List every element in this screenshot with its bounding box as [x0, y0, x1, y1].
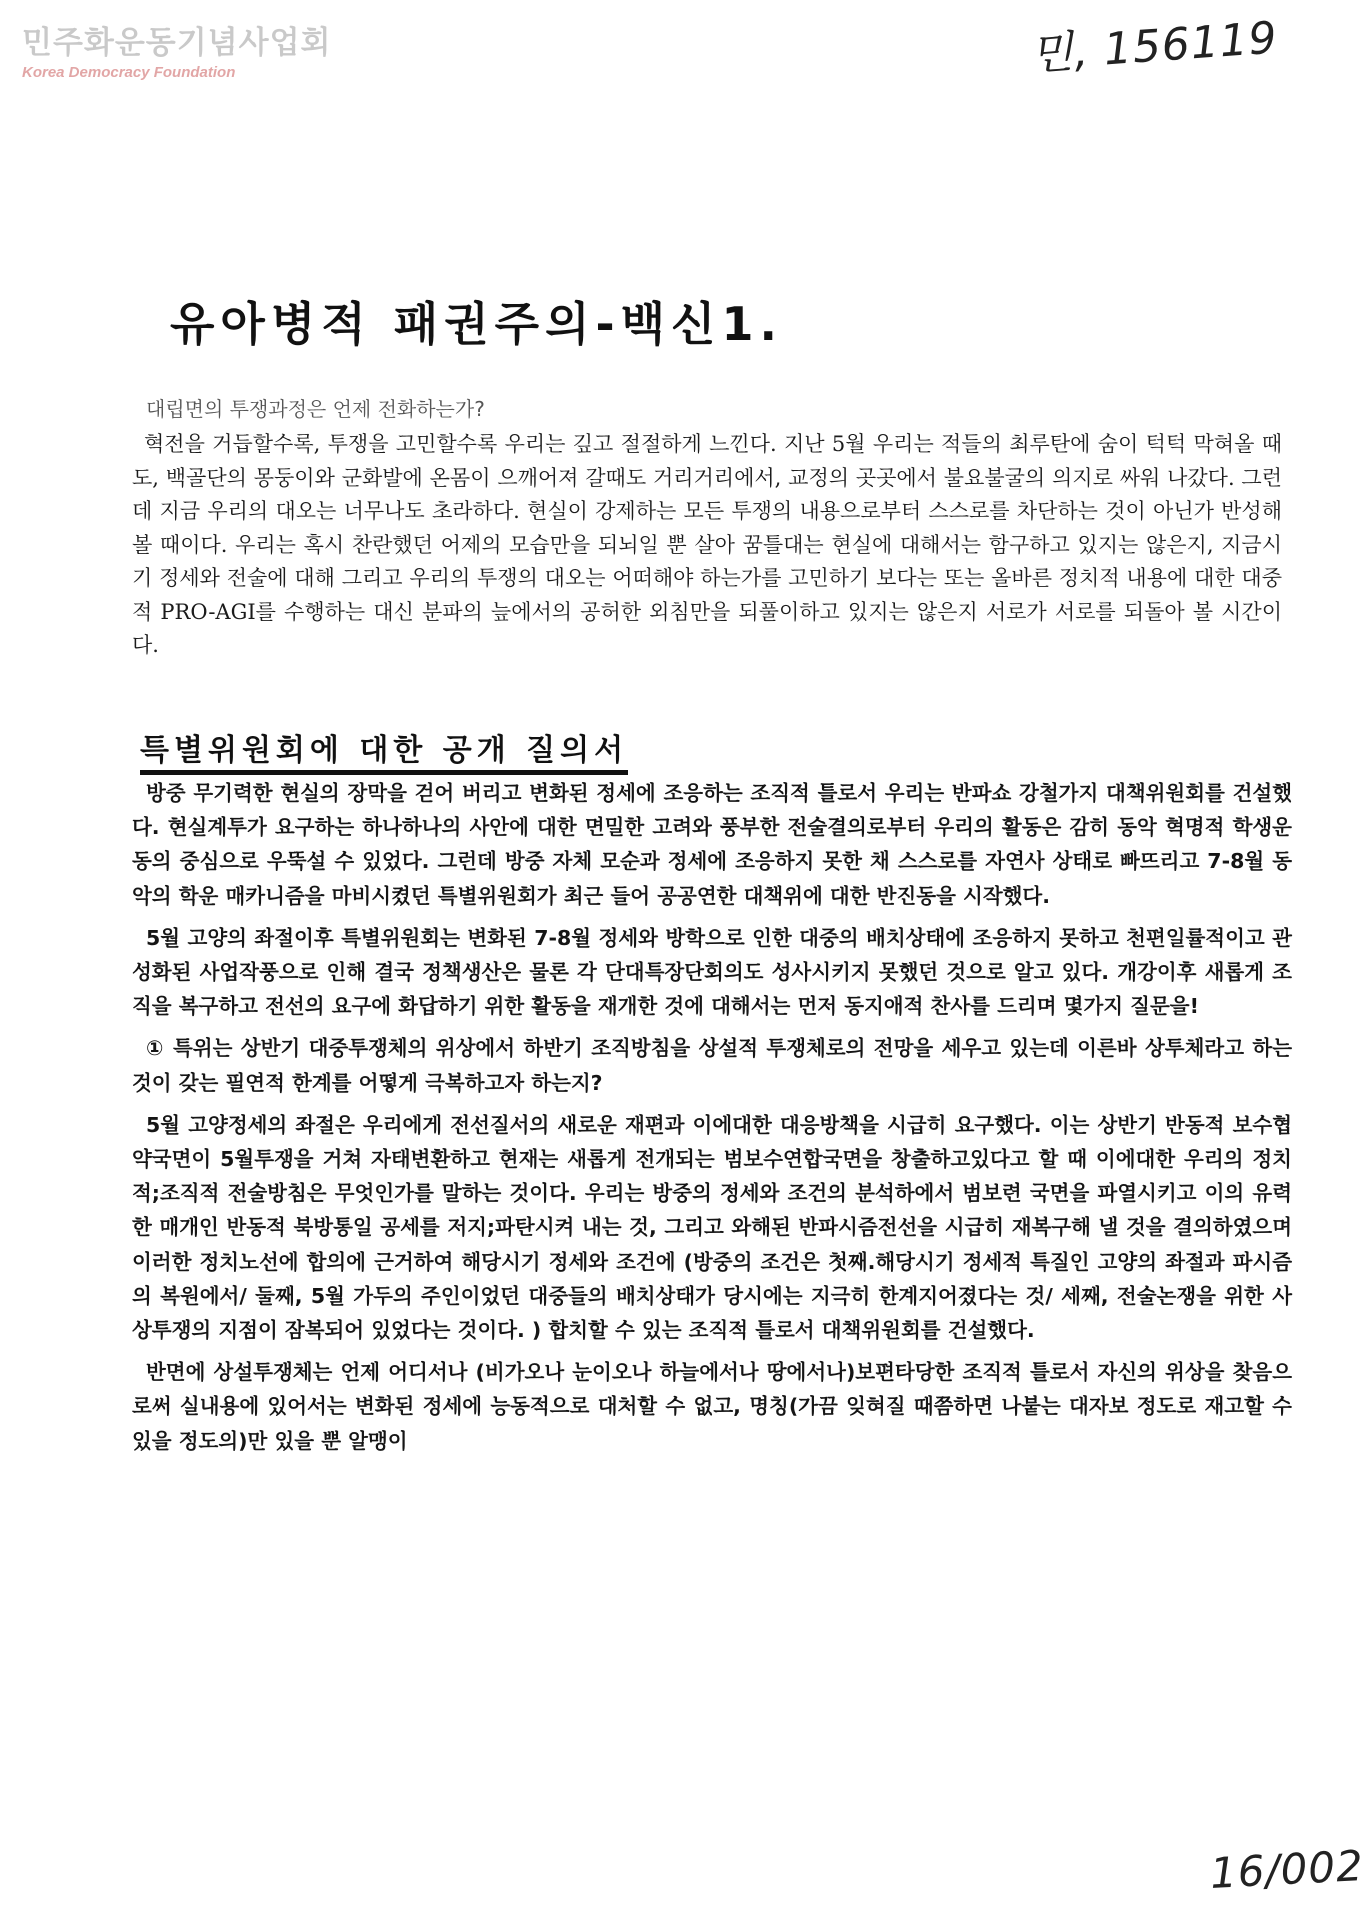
- intro-subtitle: 대립면의 투쟁과정은 언제 전화하는가?: [146, 397, 485, 421]
- body-paragraph: 반면에 상설투쟁체는 언제 어디서나 (비가오나 눈이오나 하늘에서나 땅에서나)보편타당한 조직적 틀로서 자신의 위상을 찾음으로써 실내용에 있어서는 변화된 정세에 능동적으로 대처할 수 없고, 명칭(가끔 잊혀질 때쯤하면 나붙는 대자보 정도로 재고할 수있을 정도의)만 있을 뿐 알맹이: [132, 1360, 1292, 1453]
- watermark-korean: 민주화운동기념사업회: [22, 25, 332, 61]
- body-paragraph: ① 특위는 상반기 대중투쟁체의 위상에서 하반기 조직방침을 상설적 투쟁체로의 전망을 세우고 있는데 이른바 상투체라고 하는 것이 갖는 필연적 한계를 어떻게 극복하고자 하는지?: [132, 1036, 1292, 1095]
- handwritten-page-number: 16/002: [1208, 1841, 1365, 1898]
- watermark-english: Korea Democracy Foundation: [22, 64, 236, 81]
- intro-section: [132, 394, 1282, 663]
- body-paragraph: 5월 고양정세의 좌절은 우리에게 전선질서의 새로운 재편과 이에대한 대응방책을 시급히 요구했다. 이는 상반기 반동적 보수협약국면이 5월투쟁을 거쳐 자태변환하고 현재는 새롭게 전개되는 범보수연합국면을 창출하고있다고 할 때 이에대한 우리의 정치적;조직적 전술방침은 무엇인가를 말하는 것이다. 우리는 방중의 정세와 조건의 분석하에서 범보련 국면을 파열시키고 이의 유력한 매개인 반동적 북방통일 공세를 저지;파탄시켜 내는 것, 그리고 와해된 반파시즘전선을 시급히 재복구해 낼 것을 결의하였으며 이러한 정치노선에 합의에 근거하여 해당시기 정세와 조건에 (방중의 조건은 첫째.해당시기 정세적 특질인 고양의 좌절과 파시즘의 복원에서/ 둘째, 5월 가두의 주인이었던 대중들의 배치상태가 당시에는 지극히 한계지어졌다는 것/ 세째, 전술논쟁을 위한 사상투쟁의 지점이 잠복되어 있었다는 것이다. ) 합치할 수 있는 조직적 틀로서 대책위원회를 건설했다.: [132, 1112, 1293, 1343]
- body-text: [132, 776, 1292, 1466]
- intro-paragraph: 혁전을 거듭할수록, 투쟁을 고민할수록 우리는 깊고 절절하게 느낀다. 지난 5월 우리는 적들의 최루탄에 숨이 턱턱 막혀올 때도, 백골단의 몽둥이와 군화발에 온몸이 으깨어져 갈때도 거리거리에서, 교정의 곳곳에서 불요불굴의 의지로 싸워 나갔다. 그런데 지금 우리의 대오는 너무나도 초라하다. 현실이 강제하는 모든 투쟁의 내용으로부터 스스로를 차단하는 것이 아닌가 반성해 볼 때이다. 우리는 혹시 찬란했던 어제의 모습만을 되뇌일 뿐 살아 꿈틀대는 현실에 대해서는 함구하고 있지는 않은지, 지금시기 정세와 전술에 대해 그리고 우리의 투쟁의 대오는 어떠해야 하는가를 고민하기 보다는 또는 올바른 정치적 내용에 대한 대중적 PRO-AGI를 수행하는 대신 분파의 늪에서의 공허한 외침만을 되풀이하고 있지는 않은지 서로가 서로를 되돌아 볼 시간이다.: [132, 432, 1282, 657]
- foundation-watermark: [22, 24, 342, 82]
- body-paragraph: 5월 고양의 좌절이후 특별위원회는 변화된 7-8월 정세와 방학으로 인한 대중의 배치상태에 조응하지 못하고 천편일률적이고 관성화된 사업작풍으로 인해 결국 정책생산은 물론 각 단대특장단회의도 성사시키지 못했던 것으로 알고 있다. 개강이후 새롭게 조직을 복구하고 전선의 요구에 화답하기 위한 활동을 재개한 것에 대해서는 먼저 동지애적 찬사를 드리며 몇가지 질문을!: [132, 925, 1292, 1019]
- section-heading: 특별위원회에 대한 공개 질의서: [140, 732, 628, 775]
- body-paragraph: 방중 무기력한 현실의 장막을 걷어 버리고 변화된 정세에 조응하는 조직적 틀로서 우리는 반파쇼 강철가지 대책위원회를 건설했다. 현실계투가 요구하는 하나하나의 사안에 대한 면밀한 고려와 풍부한 전술결의로부터 우리의 활동은 감히 동악 혁명적 학생운동의 중심으로 우뚝설 수 있었다. 그런데 방중 자체 모순과 정세에 조응하지 못한 채 스스로를 자연사 상태로 빠뜨리고 7-8월 동악의 학운 매카니즘을 마비시켰던 특별위원회가 최근 들어 공공연한 대책위에 대한 반진동을 시작했다.: [132, 781, 1292, 908]
- document-title: 유아병적 패권주의-백신1.: [170, 297, 783, 351]
- handwritten-archive-number: 민, 156119: [1028, 12, 1280, 81]
